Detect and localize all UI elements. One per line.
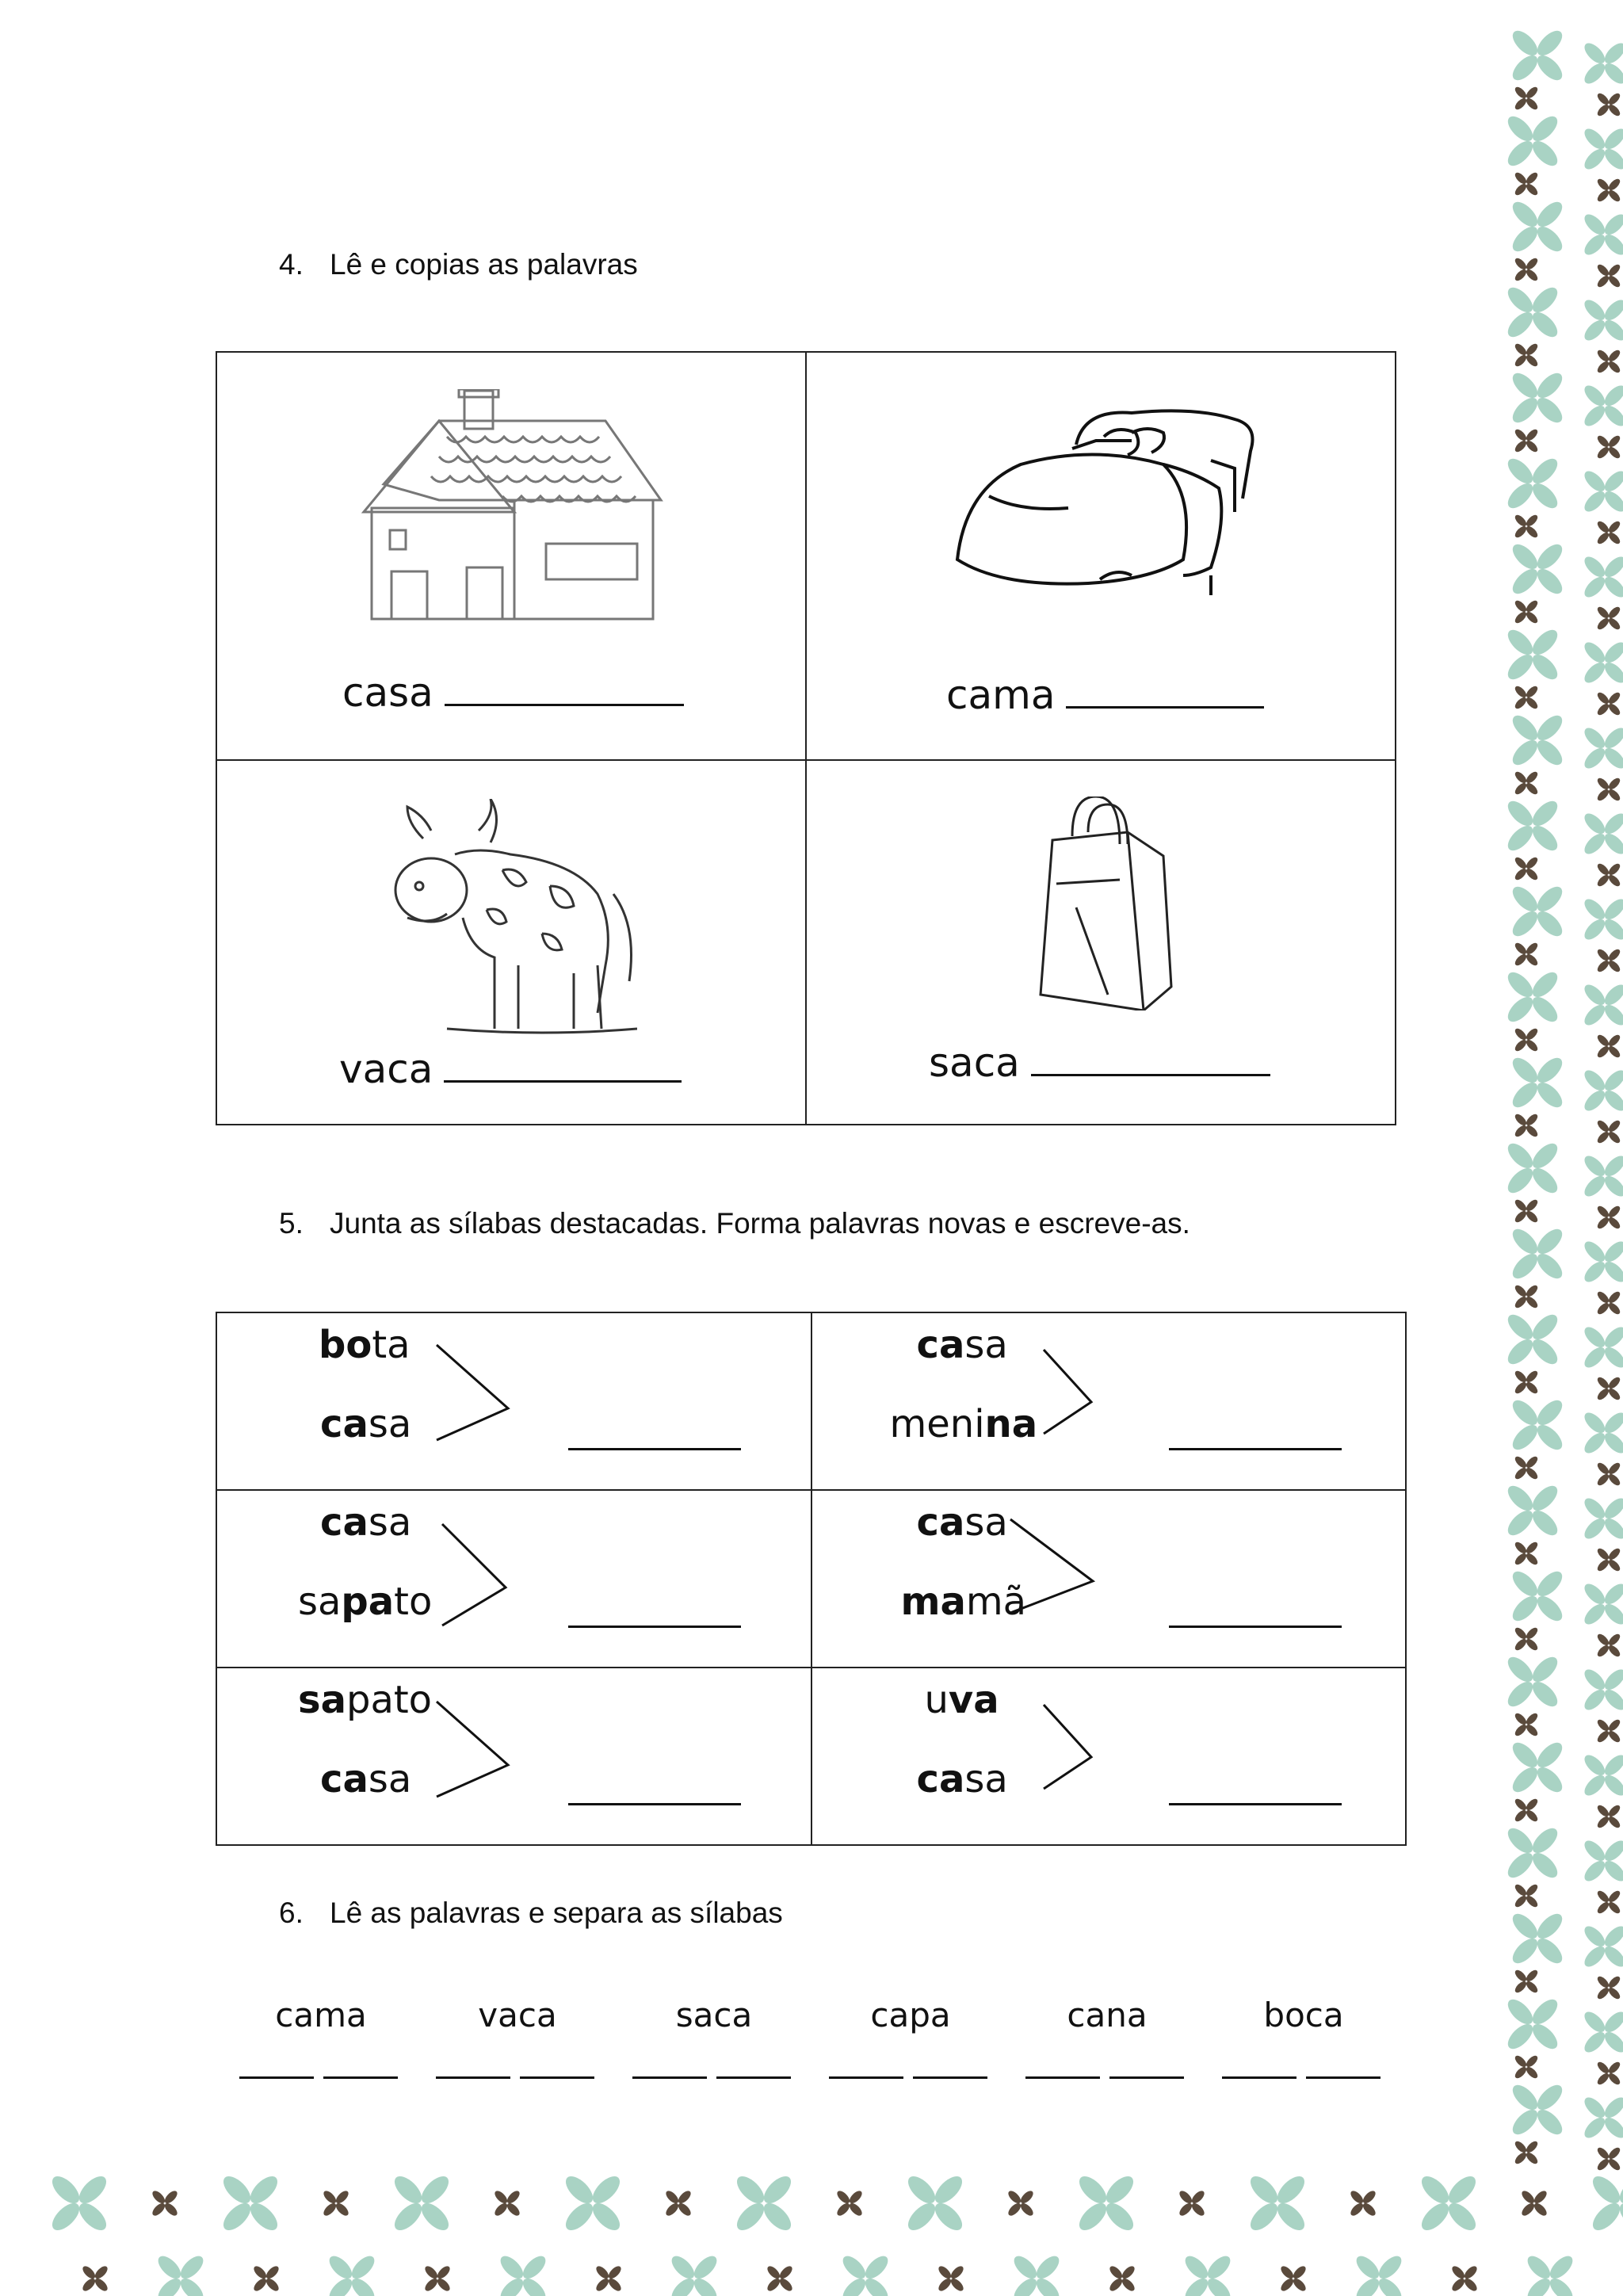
house-icon: [352, 389, 669, 627]
small-flower-icon: [1513, 1369, 1539, 1395]
small-flower-icon: [1513, 2053, 1539, 2080]
small-flower-icon: [1595, 1632, 1621, 1658]
small-flower-icon: [1595, 1461, 1621, 1487]
leaf-flower-icon: [1508, 1567, 1566, 1625]
copy-word-line-saca: [929, 1040, 1270, 1086]
small-flower-icon: [1513, 1112, 1539, 1138]
leaf-flower-icon: [1581, 981, 1623, 1029]
leaf-flower-icon: [1246, 2172, 1309, 2235]
answer-line-1[interactable]: [568, 1448, 741, 1450]
small-flower-icon: [1595, 690, 1621, 716]
join-bracket-1: [435, 1342, 514, 1453]
copy-blank-vaca[interactable]: [444, 1080, 682, 1083]
copy-cell-vaca: [216, 760, 806, 1125]
copy-words-table: [216, 351, 1396, 1125]
syllable-blank-6-1[interactable]: [1222, 2076, 1296, 2079]
small-flower-icon: [1513, 85, 1539, 111]
section-6-number: 6.: [279, 1897, 304, 1929]
leaf-flower-icon: [1508, 1396, 1566, 1454]
small-flower-icon: [1595, 1204, 1621, 1230]
syllable-blank-4-1[interactable]: [829, 2076, 903, 2079]
small-flower-icon: [423, 2264, 453, 2294]
small-flower-icon: [1513, 427, 1539, 453]
syllable-bottom-6: casa: [916, 1757, 1008, 1801]
leaf-flower-icon: [839, 2252, 892, 2296]
leaf-flower-icon: [1581, 1837, 1623, 1885]
small-flower-icon: [1595, 1118, 1621, 1144]
small-flower-icon: [664, 2189, 693, 2218]
section-6-heading: [279, 1897, 783, 1930]
syllable-blank-5-2[interactable]: [1109, 2076, 1184, 2079]
syllable-blank-4-2[interactable]: [913, 2076, 987, 2079]
leaf-flower-icon: [1508, 1224, 1566, 1282]
leaf-flower-icon: [1010, 2252, 1063, 2296]
syllable-bottom-2: menina: [889, 1402, 1038, 1446]
small-flower-icon: [1513, 1540, 1539, 1566]
small-flower-icon: [1595, 1289, 1621, 1316]
leaf-flower-icon: [1503, 1310, 1561, 1368]
separate-word-6: boca: [1263, 1996, 1344, 2034]
copy-blank-saca[interactable]: [1031, 1074, 1270, 1076]
small-flower-icon: [1178, 2189, 1207, 2218]
section-4-number: 4.: [279, 248, 304, 281]
leaf-flower-icon: [1503, 968, 1561, 1026]
small-flower-icon: [1108, 2264, 1137, 2294]
leaf-flower-icon: [1581, 810, 1623, 858]
separate-word-1: cama: [275, 1996, 367, 2034]
small-flower-icon: [1595, 861, 1621, 888]
copy-word-cama: cama: [946, 672, 1056, 718]
small-flower-icon: [1513, 1711, 1539, 1737]
leaf-flower-icon: [1503, 1652, 1561, 1710]
small-flower-icon: [1513, 941, 1539, 967]
syllable-blank-5-1[interactable]: [1025, 2076, 1100, 2079]
syllable-blank-1-2[interactable]: [323, 2076, 398, 2079]
leaf-flower-icon: [1581, 639, 1623, 686]
small-flower-icon: [1595, 1033, 1621, 1059]
small-flower-icon: [1349, 2189, 1378, 2218]
small-flower-icon: [1595, 348, 1621, 374]
separate-word-5: cana: [1067, 1996, 1148, 2034]
decorative-border-right: [1490, 0, 1623, 2296]
small-flower-icon: [1595, 434, 1621, 460]
join-bracket-6: [1042, 1702, 1121, 1813]
leaf-flower-icon: [1581, 1324, 1623, 1371]
small-flower-icon: [1595, 1974, 1621, 2000]
answer-line-5[interactable]: [568, 1803, 741, 1805]
leaf-flower-icon: [1508, 1909, 1566, 1967]
leaf-flower-icon: [497, 2252, 549, 2296]
small-flower-icon: [594, 2264, 624, 2294]
leaf-flower-icon: [1581, 40, 1623, 87]
join-cell-2: [812, 1312, 1407, 1490]
join-bracket-3: [441, 1521, 520, 1640]
copy-word-vaca: vaca: [339, 1046, 433, 1092]
small-flower-icon: [1513, 2139, 1539, 2165]
leaf-flower-icon: [1581, 468, 1623, 515]
syllable-bottom-3: sapato: [298, 1580, 433, 1624]
copy-word-saca: saca: [929, 1040, 1020, 1086]
bed-icon: [941, 389, 1274, 627]
syllable-blank-2-1[interactable]: [436, 2076, 510, 2079]
leaf-flower-icon: [1503, 454, 1561, 512]
syllable-bottom-1: casa: [320, 1402, 412, 1446]
leaf-flower-icon: [1508, 197, 1566, 255]
join-bracket-2: [1042, 1347, 1121, 1457]
small-flower-icon: [1513, 1882, 1539, 1908]
syllable-blank-3-1[interactable]: [632, 2076, 707, 2079]
leaf-flower-icon: [1508, 540, 1566, 598]
leaf-flower-icon: [1524, 2252, 1576, 2296]
leaf-flower-icon: [390, 2172, 453, 2235]
leaf-flower-icon: [1508, 1053, 1566, 1111]
copy-word-line-cama: [946, 672, 1264, 718]
leaf-flower-icon: [1508, 882, 1566, 940]
leaf-flower-icon: [48, 2172, 111, 2235]
section-5-number: 5.: [279, 1207, 304, 1240]
leaf-flower-icon: [155, 2252, 207, 2296]
answer-line-3[interactable]: [568, 1626, 741, 1628]
leaf-flower-icon: [1581, 1152, 1623, 1200]
small-flower-icon: [1513, 342, 1539, 368]
leaf-flower-icon: [1508, 369, 1566, 426]
small-flower-icon: [1595, 1889, 1621, 1915]
leaf-flower-icon: [1581, 1067, 1623, 1114]
small-flower-icon: [1595, 2145, 1621, 2172]
small-flower-icon: [1595, 177, 1621, 203]
small-flower-icon: [1513, 598, 1539, 625]
small-flower-icon: [1513, 170, 1539, 197]
leaf-flower-icon: [1075, 2172, 1138, 2235]
leaf-flower-icon: [1581, 1238, 1623, 1286]
small-flower-icon: [151, 2189, 180, 2218]
separate-word-2: vaca: [478, 1996, 557, 2034]
syllable-blank-3-2[interactable]: [716, 2076, 791, 2079]
leaf-flower-icon: [1503, 625, 1561, 683]
leaf-flower-icon: [903, 2172, 967, 2235]
join-cell-3: [216, 1490, 812, 1668]
join-cell-6: [812, 1668, 1407, 1845]
small-flower-icon: [937, 2264, 966, 2294]
join-cell-5: [216, 1668, 812, 1845]
leaf-flower-icon: [1503, 1139, 1561, 1197]
leaf-flower-icon: [1581, 1752, 1623, 1799]
small-flower-icon: [1595, 776, 1621, 802]
join-bracket-5: [435, 1698, 514, 1809]
small-flower-icon: [1513, 770, 1539, 796]
small-flower-icon: [81, 2264, 110, 2294]
leaf-flower-icon: [1182, 2252, 1234, 2296]
leaf-flower-icon: [732, 2172, 796, 2235]
leaf-flower-icon: [1503, 283, 1561, 341]
separate-word-4: capa: [870, 1996, 951, 2034]
answer-line-2[interactable]: [1169, 1448, 1342, 1450]
section-5-heading: [279, 1207, 1190, 1240]
small-flower-icon: [1006, 2189, 1036, 2218]
leaf-flower-icon: [1581, 296, 1623, 344]
small-flower-icon: [835, 2189, 865, 2218]
copy-blank-cama[interactable]: [1066, 706, 1264, 709]
small-flower-icon: [1595, 1546, 1621, 1572]
small-flower-icon: [1595, 605, 1621, 631]
copy-cell-casa: [216, 352, 806, 760]
small-flower-icon: [1595, 947, 1621, 973]
join-cell-1: [216, 1312, 812, 1490]
syllable-join-table: [216, 1312, 1407, 1846]
syllable-top-4: casa: [916, 1500, 1008, 1545]
small-flower-icon: [252, 2264, 281, 2294]
leaf-flower-icon: [1353, 2252, 1405, 2296]
small-flower-icon: [1595, 1717, 1621, 1744]
copy-word-line-vaca: [339, 1046, 682, 1092]
leaf-flower-icon: [1581, 896, 1623, 943]
leaf-flower-icon: [668, 2252, 720, 2296]
syllable-top-5: sapato: [298, 1678, 433, 1722]
small-flower-icon: [1520, 2189, 1549, 2218]
section-6-instruction: Lê as palavras e separa as sílabas: [330, 1897, 783, 1929]
leaf-flower-icon: [1508, 711, 1566, 769]
small-flower-icon: [1595, 519, 1621, 545]
leaf-flower-icon: [1581, 1666, 1623, 1713]
leaf-flower-icon: [561, 2172, 624, 2235]
small-flower-icon: [1595, 262, 1621, 288]
leaf-flower-icon: [1581, 1409, 1623, 1457]
leaf-flower-icon: [326, 2252, 378, 2296]
join-bracket-4: [1009, 1516, 1112, 1635]
syllable-bottom-5: casa: [320, 1757, 412, 1801]
join-cell-4: [812, 1490, 1407, 1668]
decorative-border-bottom: [0, 2172, 1623, 2296]
small-flower-icon: [1513, 513, 1539, 539]
small-flower-icon: [1513, 1454, 1539, 1480]
small-flower-icon: [493, 2189, 522, 2218]
small-flower-icon: [1595, 2060, 1621, 2086]
leaf-flower-icon: [1581, 125, 1623, 173]
copy-word-line-casa: [342, 670, 684, 716]
small-flower-icon: [1595, 1375, 1621, 1401]
syllable-top-3: casa: [320, 1500, 412, 1545]
syllable-top-2: casa: [916, 1323, 1008, 1367]
leaf-flower-icon: [1581, 382, 1623, 430]
leaf-flower-icon: [1588, 2172, 1623, 2235]
leaf-flower-icon: [1581, 1495, 1623, 1542]
small-flower-icon: [1595, 91, 1621, 117]
copy-word-casa: casa: [342, 670, 433, 716]
leaf-flower-icon: [1503, 112, 1561, 170]
small-flower-icon: [1513, 1968, 1539, 1994]
leaf-flower-icon: [1581, 211, 1623, 258]
small-flower-icon: [1513, 1026, 1539, 1052]
separate-word-3: saca: [675, 1996, 753, 2034]
leaf-flower-icon: [1508, 26, 1566, 84]
syllable-bottom-4: mamã: [900, 1580, 1027, 1624]
small-flower-icon: [1513, 684, 1539, 710]
small-flower-icon: [1513, 1797, 1539, 1823]
small-flower-icon: [1513, 256, 1539, 282]
small-flower-icon: [1279, 2264, 1308, 2294]
section-5-instruction: Junta as sílabas destacadas. Forma palavras novas e escreve-as.: [330, 1207, 1190, 1240]
small-flower-icon: [1595, 1803, 1621, 1829]
leaf-flower-icon: [1503, 1481, 1561, 1539]
leaf-flower-icon: [1581, 2008, 1623, 2056]
answer-line-4[interactable]: [1169, 1626, 1342, 1628]
syllable-blank-2-2[interactable]: [520, 2076, 594, 2079]
answer-line-6[interactable]: [1169, 1803, 1342, 1805]
section-4-heading: [279, 248, 638, 281]
leaf-flower-icon: [1503, 1824, 1561, 1881]
bag-icon: [1033, 797, 1175, 1010]
small-flower-icon: [1513, 1283, 1539, 1309]
small-flower-icon: [1450, 2264, 1480, 2294]
leaf-flower-icon: [219, 2172, 282, 2235]
leaf-flower-icon: [1581, 553, 1623, 601]
small-flower-icon: [1513, 855, 1539, 881]
cow-icon: [384, 799, 637, 1045]
small-flower-icon: [1513, 1198, 1539, 1224]
leaf-flower-icon: [1581, 1580, 1623, 1628]
small-flower-icon: [1513, 1626, 1539, 1652]
leaf-flower-icon: [1508, 1738, 1566, 1796]
leaf-flower-icon: [1508, 2080, 1566, 2138]
syllable-top-6: uva: [924, 1678, 999, 1722]
copy-blank-casa[interactable]: [445, 704, 684, 706]
leaf-flower-icon: [1581, 724, 1623, 772]
leaf-flower-icon: [1581, 1923, 1623, 1970]
syllable-top-1: bota: [319, 1323, 411, 1367]
leaf-flower-icon: [1581, 2094, 1623, 2141]
leaf-flower-icon: [1417, 2172, 1480, 2235]
small-flower-icon: [766, 2264, 795, 2294]
copy-cell-cama: [806, 352, 1396, 760]
leaf-flower-icon: [1503, 1995, 1561, 2053]
leaf-flower-icon: [1503, 797, 1561, 854]
copy-cell-saca: [806, 760, 1396, 1125]
syllable-blank-6-2[interactable]: [1306, 2076, 1381, 2079]
syllable-blank-1-1[interactable]: [239, 2076, 314, 2079]
small-flower-icon: [322, 2189, 351, 2218]
section-4-instruction: Lê e copias as palavras: [330, 248, 638, 281]
